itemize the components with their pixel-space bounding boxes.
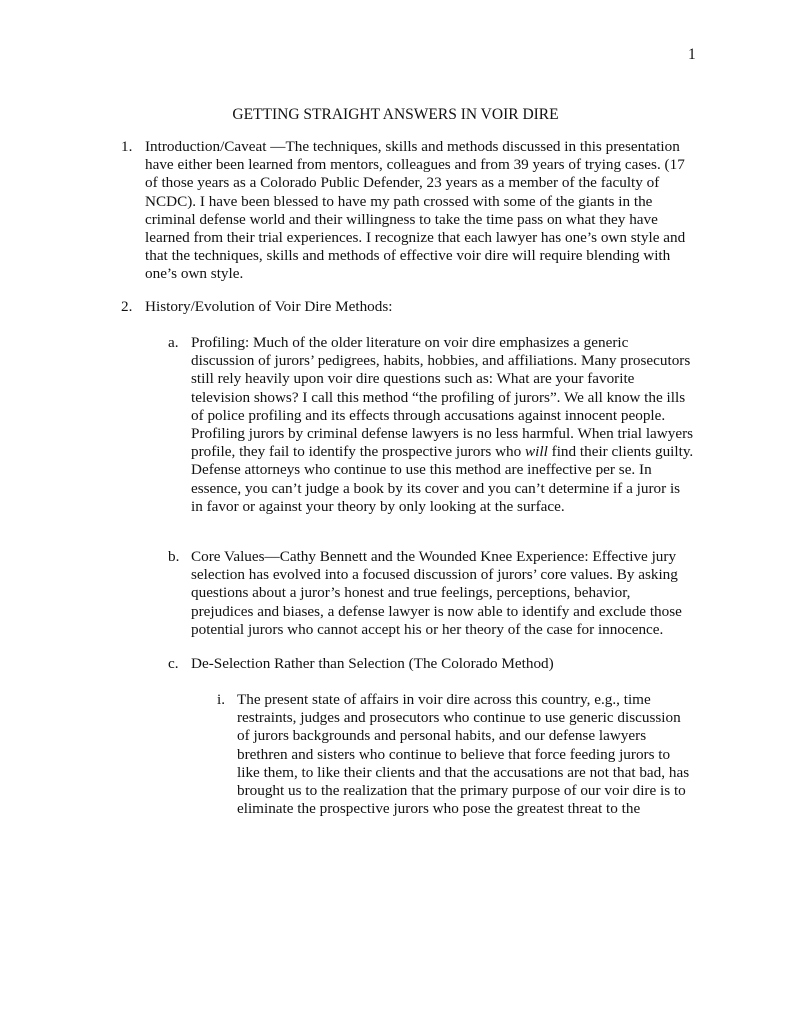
section-1-paragraph (145, 138, 695, 284)
item-i-marker: i. (217, 691, 226, 708)
section-2-marker: 2. (121, 298, 133, 315)
page-number: 1 (688, 46, 696, 63)
subsection-a-marker: a. (168, 334, 179, 351)
subsection-a-text-after: find their clients guilty. Defense attorneys who continue to use this method are ineffective per se. In essence, you can’t judge a book by its cover and you can’t determine if a juror is in favor or against your theory by only looking at the surface. (191, 443, 694, 515)
subsection-c-marker: c. (168, 655, 179, 672)
section-1-text: Introduction/Caveat —The techniques, skills and methods discussed in this presentation have either been learned from mentors, colleagues and from 39 years of trying cases. (17 of those years as a Colorado Public Defender, 23 years as a member of the faculty of NCDC). I have been blessed to have my path crossed with some of the giants in the criminal defense world and their willingness to take the time pass on what they have learned from their trial experiences. I recognize that each lawyer has one’s own style and that the techniques, skills and methods of effective voir dire will require blending with one’s own style. (145, 138, 686, 283)
subsection-b-marker: b. (168, 548, 180, 565)
document-title: GETTING STRAIGHT ANSWERS IN VOIR DIRE (232, 106, 559, 123)
item-i-paragraph (237, 691, 694, 818)
section-1-marker: 1. (121, 138, 133, 155)
section-2-heading: History/Evolution of Voir Dire Methods: (145, 298, 393, 315)
subsection-a-emphasis: will (525, 443, 548, 461)
subsection-a-text (191, 334, 694, 516)
subsection-b-paragraph (191, 548, 694, 639)
subsection-b-text: Core Values—Cathy Bennett and the Wounded Knee Experience: Effective jury selection has evolved into a focused discussion of jurors’ core values. By asking questions about a juror’s honest and true feelings, perceptions, behavior, prejudices and biases, a defense lawyer is now able to identify and exclude those potential jurors who cannot accept his or her theory of the case for innocence. (191, 548, 682, 638)
subsection-a-paragraph (191, 334, 694, 516)
subsection-a-text-before: Profiling: Much of the older literature on voir dire emphasizes a generic discussion of jurors’ pedigrees, habits, hobbies, and affiliations. Many prosecutors still rely heavily upon voir dire questions such as: What are your favorite television shows? I call this method “the profiling of jurors”. We all know the ills of police profiling and its effects through accusations against innocent people. Profiling jurors by criminal defense lawyers is no less harmful. When trial lawyers profile, they fail to identify the prospective jurors who (191, 334, 694, 461)
subsection-c-heading: De-Selection Rather than Selection (The Colorado Method) (191, 655, 554, 672)
item-i-text: The present state of affairs in voir dire across this country, e.g., time restraints, judges and prosecutors who continue to use generic discussion of jurors backgrounds and personal habits, and our defense lawyers brethren and sisters who continue to believe that force feeding jurors to like them, to like their clients and that the accusations are not that bad, has brought us to the realization that the primary purpose of our voir dire is to eliminate the prospective jurors who pose the greatest threat to the (237, 691, 690, 818)
